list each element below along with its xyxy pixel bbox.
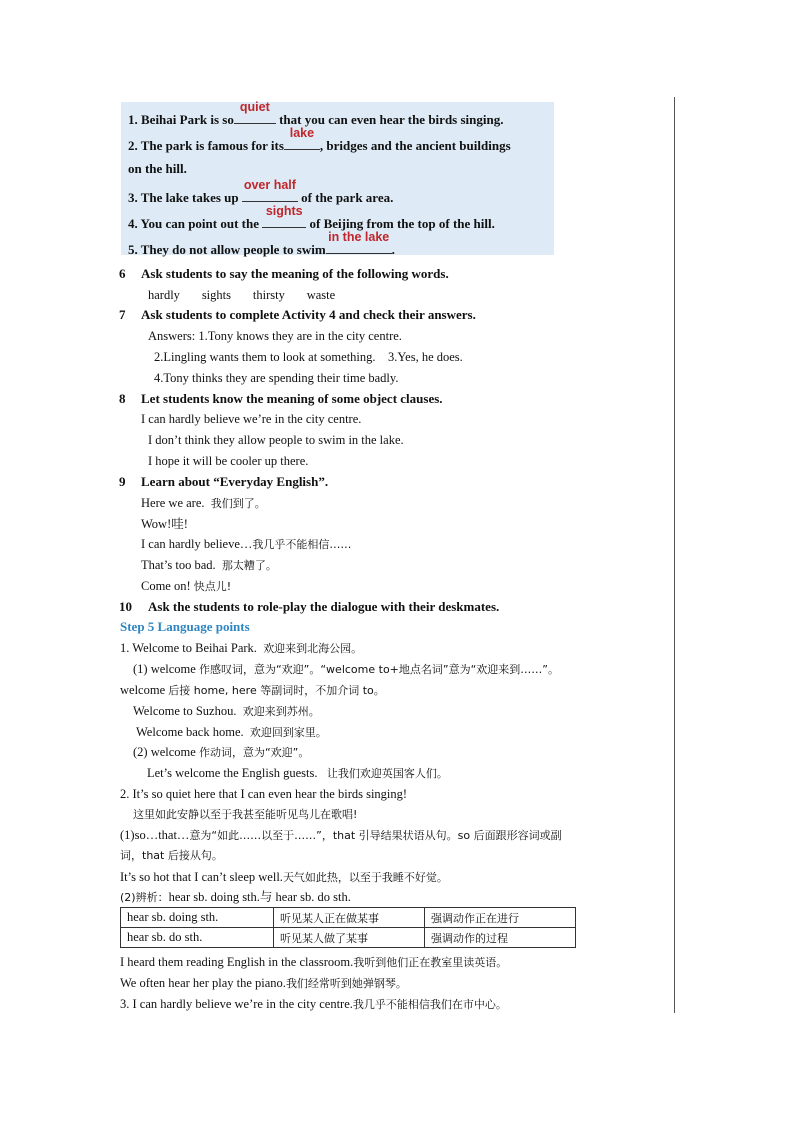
point-line: Welcome back home. 欢迎回到家里。 (136, 725, 327, 739)
answer-blank: in the lake (326, 239, 392, 254)
answer-line: 4.Tony thinks they are spending their time badly. (154, 371, 399, 385)
example-line: I hope it will be cooler up there. (148, 454, 309, 468)
phrase-line: Wow!哇! (141, 517, 188, 531)
point-line: 1. Welcome to Beihai Park. 欢迎来到北海公园。 (120, 641, 363, 655)
phrase-line: Come on! 快点儿! (141, 579, 232, 593)
example-line: I don’t think they allow people to swim in the lake. (148, 433, 404, 447)
step-title: Ask students to complete Activity 4 and check their answers. (141, 307, 476, 322)
comparison-table (120, 907, 576, 948)
point-line: 这里如此安静以至于我甚至能听见鸟儿在歌唱! (133, 808, 358, 821)
point-line: welcome 后接 home, here 等副词时，不加介词 to。 (120, 683, 385, 697)
step-number: 6 (119, 266, 126, 281)
phrase-line: I can hardly believe…我几乎不能相信…… (141, 537, 352, 551)
point-line: (1) welcome 作感叹词，意为“欢迎”。“welcome to+地点名词”意为“欢迎来到……”。 (133, 662, 559, 676)
exercise-q4: 4. You can point out the sights of Beijing from the top of the hill. (128, 204, 495, 231)
point-line: (1)so…that…意为“如此……以至于……”，that 引导结果状语从句。so 后面跟形容词或副 (120, 828, 562, 842)
point-line: 词，that 后接从句。 (120, 849, 223, 862)
table-cell: hear sb. do sth. (121, 928, 274, 948)
table-cell: 强调动作的过程 (425, 928, 576, 948)
point-line: Let’s welcome the English guests. 让我们欢迎英国客人们。 (147, 766, 448, 780)
exercise-q5: 5. They do not allow people to swim in the lake . (128, 230, 395, 257)
step-title: Ask the students to role-play the dialogue with their deskmates. (148, 599, 500, 614)
step-number: 10 (119, 599, 132, 614)
answer-line: 2.Lingling wants them to look at something. 3.Yes, he does. (154, 350, 463, 364)
table-cell: 强调动作正在进行 (425, 908, 576, 928)
table-cell: 听见某人正在做某事 (274, 908, 425, 928)
step-number: 7 (119, 307, 126, 322)
answer-blank: quiet (234, 109, 276, 124)
point-line: Welcome to Suzhou. 欢迎来到苏州。 (133, 704, 320, 718)
answer-line: Answers: 1.Tony knows they are in the city centre. (148, 329, 402, 343)
table-cell: hear sb. doing sth. (121, 908, 274, 928)
word-list: hardly sights thirsty waste (148, 288, 336, 302)
exercise-q3: 3. The lake takes up over half of the park area. (128, 178, 394, 205)
point-line: (2) welcome 作动词，意为“欢迎”。 (133, 745, 310, 759)
point-line: I heard them reading English in the classroom.我听到他们正在教室里读英语。 (120, 955, 508, 969)
point-line: We often hear her play the piano.我们经常听到她弹钢琴。 (120, 976, 407, 990)
point-line: It’s so hot that I can’t sleep well.天气如此热，以至于我睡不好觉。 (120, 870, 448, 884)
step-title: Ask students to say the meaning of the following words. (141, 266, 449, 281)
point-line: (2)辨析：hear sb. doing sth.与 hear sb. do sth. (120, 890, 351, 904)
exercise-q2-cont: on the hill. (128, 161, 187, 176)
answer-blank: lake (284, 135, 320, 150)
exercise-q2: 2. The park is famous for its lake , bridges and the ancient buildings (128, 126, 511, 153)
point-line: 3. I can hardly believe we’re in the city centre.我几乎不能相信我们在市中心。 (120, 997, 507, 1011)
example-line: I can hardly believe we’re in the city centre. (141, 412, 362, 426)
answer-blank: sights (262, 213, 306, 228)
exercise-q1: 1. Beihai Park is so quiet that you can even hear the birds singing. (128, 100, 504, 127)
table-row (121, 908, 576, 928)
step-number: 8 (119, 391, 126, 406)
table-border-line (674, 97, 675, 1013)
step-title: Let students know the meaning of some object clauses. (141, 391, 443, 406)
step-number: 9 (119, 474, 126, 489)
point-line: 2. It’s so quiet here that I can even hear the birds singing! (120, 787, 408, 801)
section-heading: Step 5 Language points (120, 619, 250, 634)
phrase-line: Here we are. 我们到了。 (141, 496, 266, 510)
phrase-line: That’s too bad. 那太糟了。 (141, 558, 277, 572)
table-row (121, 928, 576, 948)
table-cell: 听见某人做了某事 (274, 928, 425, 948)
step-title: Learn about “Everyday English”. (141, 474, 329, 489)
answer-blank: over half (242, 187, 298, 202)
